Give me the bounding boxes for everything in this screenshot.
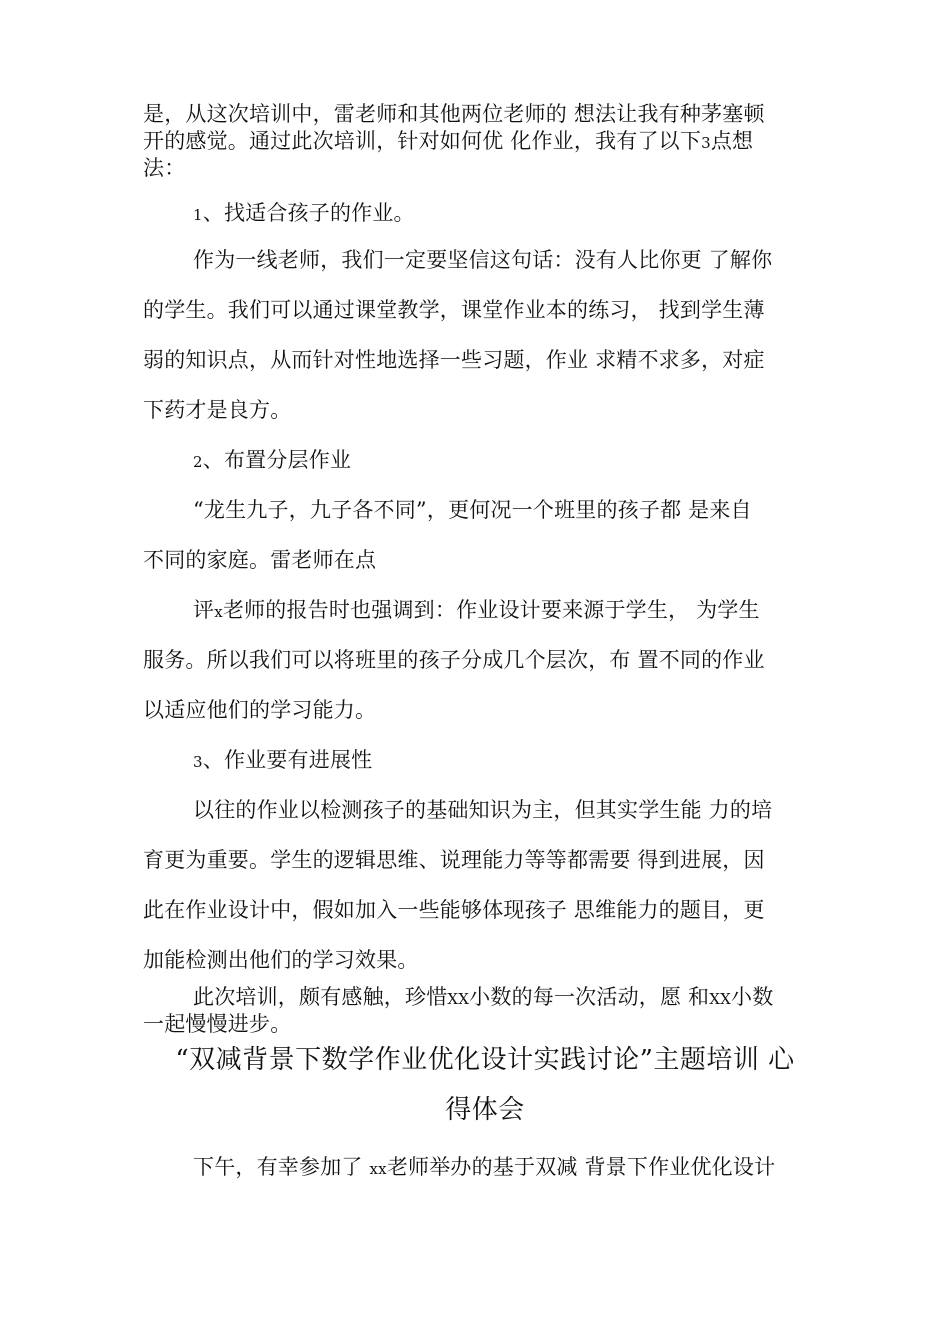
point-1-body-line-1: 作为一线老师，我们一定要坚信这句话：没有人比你更 了解你 xyxy=(193,248,773,272)
closing-line-1 xyxy=(193,983,823,1013)
point-2-number: 2 xyxy=(193,453,203,471)
point-2-body-line-5: 以适应他们的学习能力。 xyxy=(143,698,377,722)
point-3-title xyxy=(193,746,823,776)
point-2-body-line-1: “龙生九子，九子各不同”，更何况一个班里的孩子都 是来自 xyxy=(193,498,752,522)
point-2-body-line-3 xyxy=(193,596,823,626)
point-1-title-text: 、找适合孩子的作业。 xyxy=(202,201,415,225)
point-3-body-line-3: 此在作业设计中，假如加入一些能够体现孩子 思维能力的题目，更 xyxy=(143,898,765,922)
last-paragraph-line-1 xyxy=(193,1153,823,1183)
point-1-body-line-3: 弱的知识点，从而针对性地选择一些习题，作业 求精不求多，对症 xyxy=(143,348,765,372)
point-3-body-line-1: 以往的作业以检测孩子的基础知识为主，但其实学生能 力的培 xyxy=(193,798,773,822)
closing-xx-2: XX xyxy=(709,990,732,1008)
intro-line-2 xyxy=(143,127,823,157)
last-pre: 下午，有幸参加了 xyxy=(193,1155,370,1179)
closing-c: 小数 xyxy=(731,985,774,1009)
point-2-title xyxy=(193,446,823,476)
closing-a: 此次培训，颇有感触，珍惜 xyxy=(193,985,448,1009)
point-2-body-line-3-x: x xyxy=(214,603,223,621)
point-2-body-line-4: 服务。所以我们可以将班里的孩子分成几个层次，布 置不同的作业 xyxy=(143,648,765,672)
intro-line-1: 是，从这次培训中，雷老师和其他两位老师的 想法让我有种茅塞顿 xyxy=(143,102,765,126)
last-post: 老师举办的基于双减 背景下作业优化设计 xyxy=(386,1155,776,1179)
section-heading-line-1: “双减背景下数学作业优化设计实践讨论”主题培训 心 xyxy=(175,1045,795,1075)
point-3-title-text: 、作业要有进展性 xyxy=(202,748,373,772)
point-3-body-line-4: 加能检测出他们的学习效果。 xyxy=(143,948,419,972)
point-3-body-line-2: 育更为重要。学生的逻辑思维、说理能力等等都需要 得到进展，因 xyxy=(143,848,765,872)
point-1-body-line-2: 的学生。我们可以通过课堂教学，课堂作业本的练习， 找到学生薄 xyxy=(143,298,765,322)
closing-line-2: 一起慢慢进步。 xyxy=(143,1012,292,1036)
point-1-number: 1 xyxy=(193,206,203,224)
point-1-body-line-4: 下药才是良方。 xyxy=(143,398,292,422)
point-2-body-line-3-pre: 评 xyxy=(193,598,215,622)
intro-line-3: 法： xyxy=(143,156,186,180)
point-2-body-line-2: 不同的家庭。雷老师在点 xyxy=(143,548,377,572)
last-xx: xx xyxy=(369,1160,387,1178)
point-1-title xyxy=(193,199,823,229)
point-2-title-text: 、布置分层作业 xyxy=(202,448,352,472)
intro-number: 3 xyxy=(701,134,711,152)
intro-line-2-tail: 点想 xyxy=(710,129,754,153)
point-3-number: 3 xyxy=(193,753,203,771)
closing-xx-1: XX xyxy=(447,990,470,1008)
closing-b: 小数的每一次活动，愿 和 xyxy=(469,985,710,1009)
section-heading-line-2: 得体会 xyxy=(445,1095,525,1125)
intro-line-2-text: 开的感觉。通过此次培训，针对如何优 化作业，我有了以下 xyxy=(143,129,702,153)
point-2-body-line-3-post: 老师的报告时也强调到：作业设计要来源于学生， 为学生 xyxy=(222,598,760,622)
